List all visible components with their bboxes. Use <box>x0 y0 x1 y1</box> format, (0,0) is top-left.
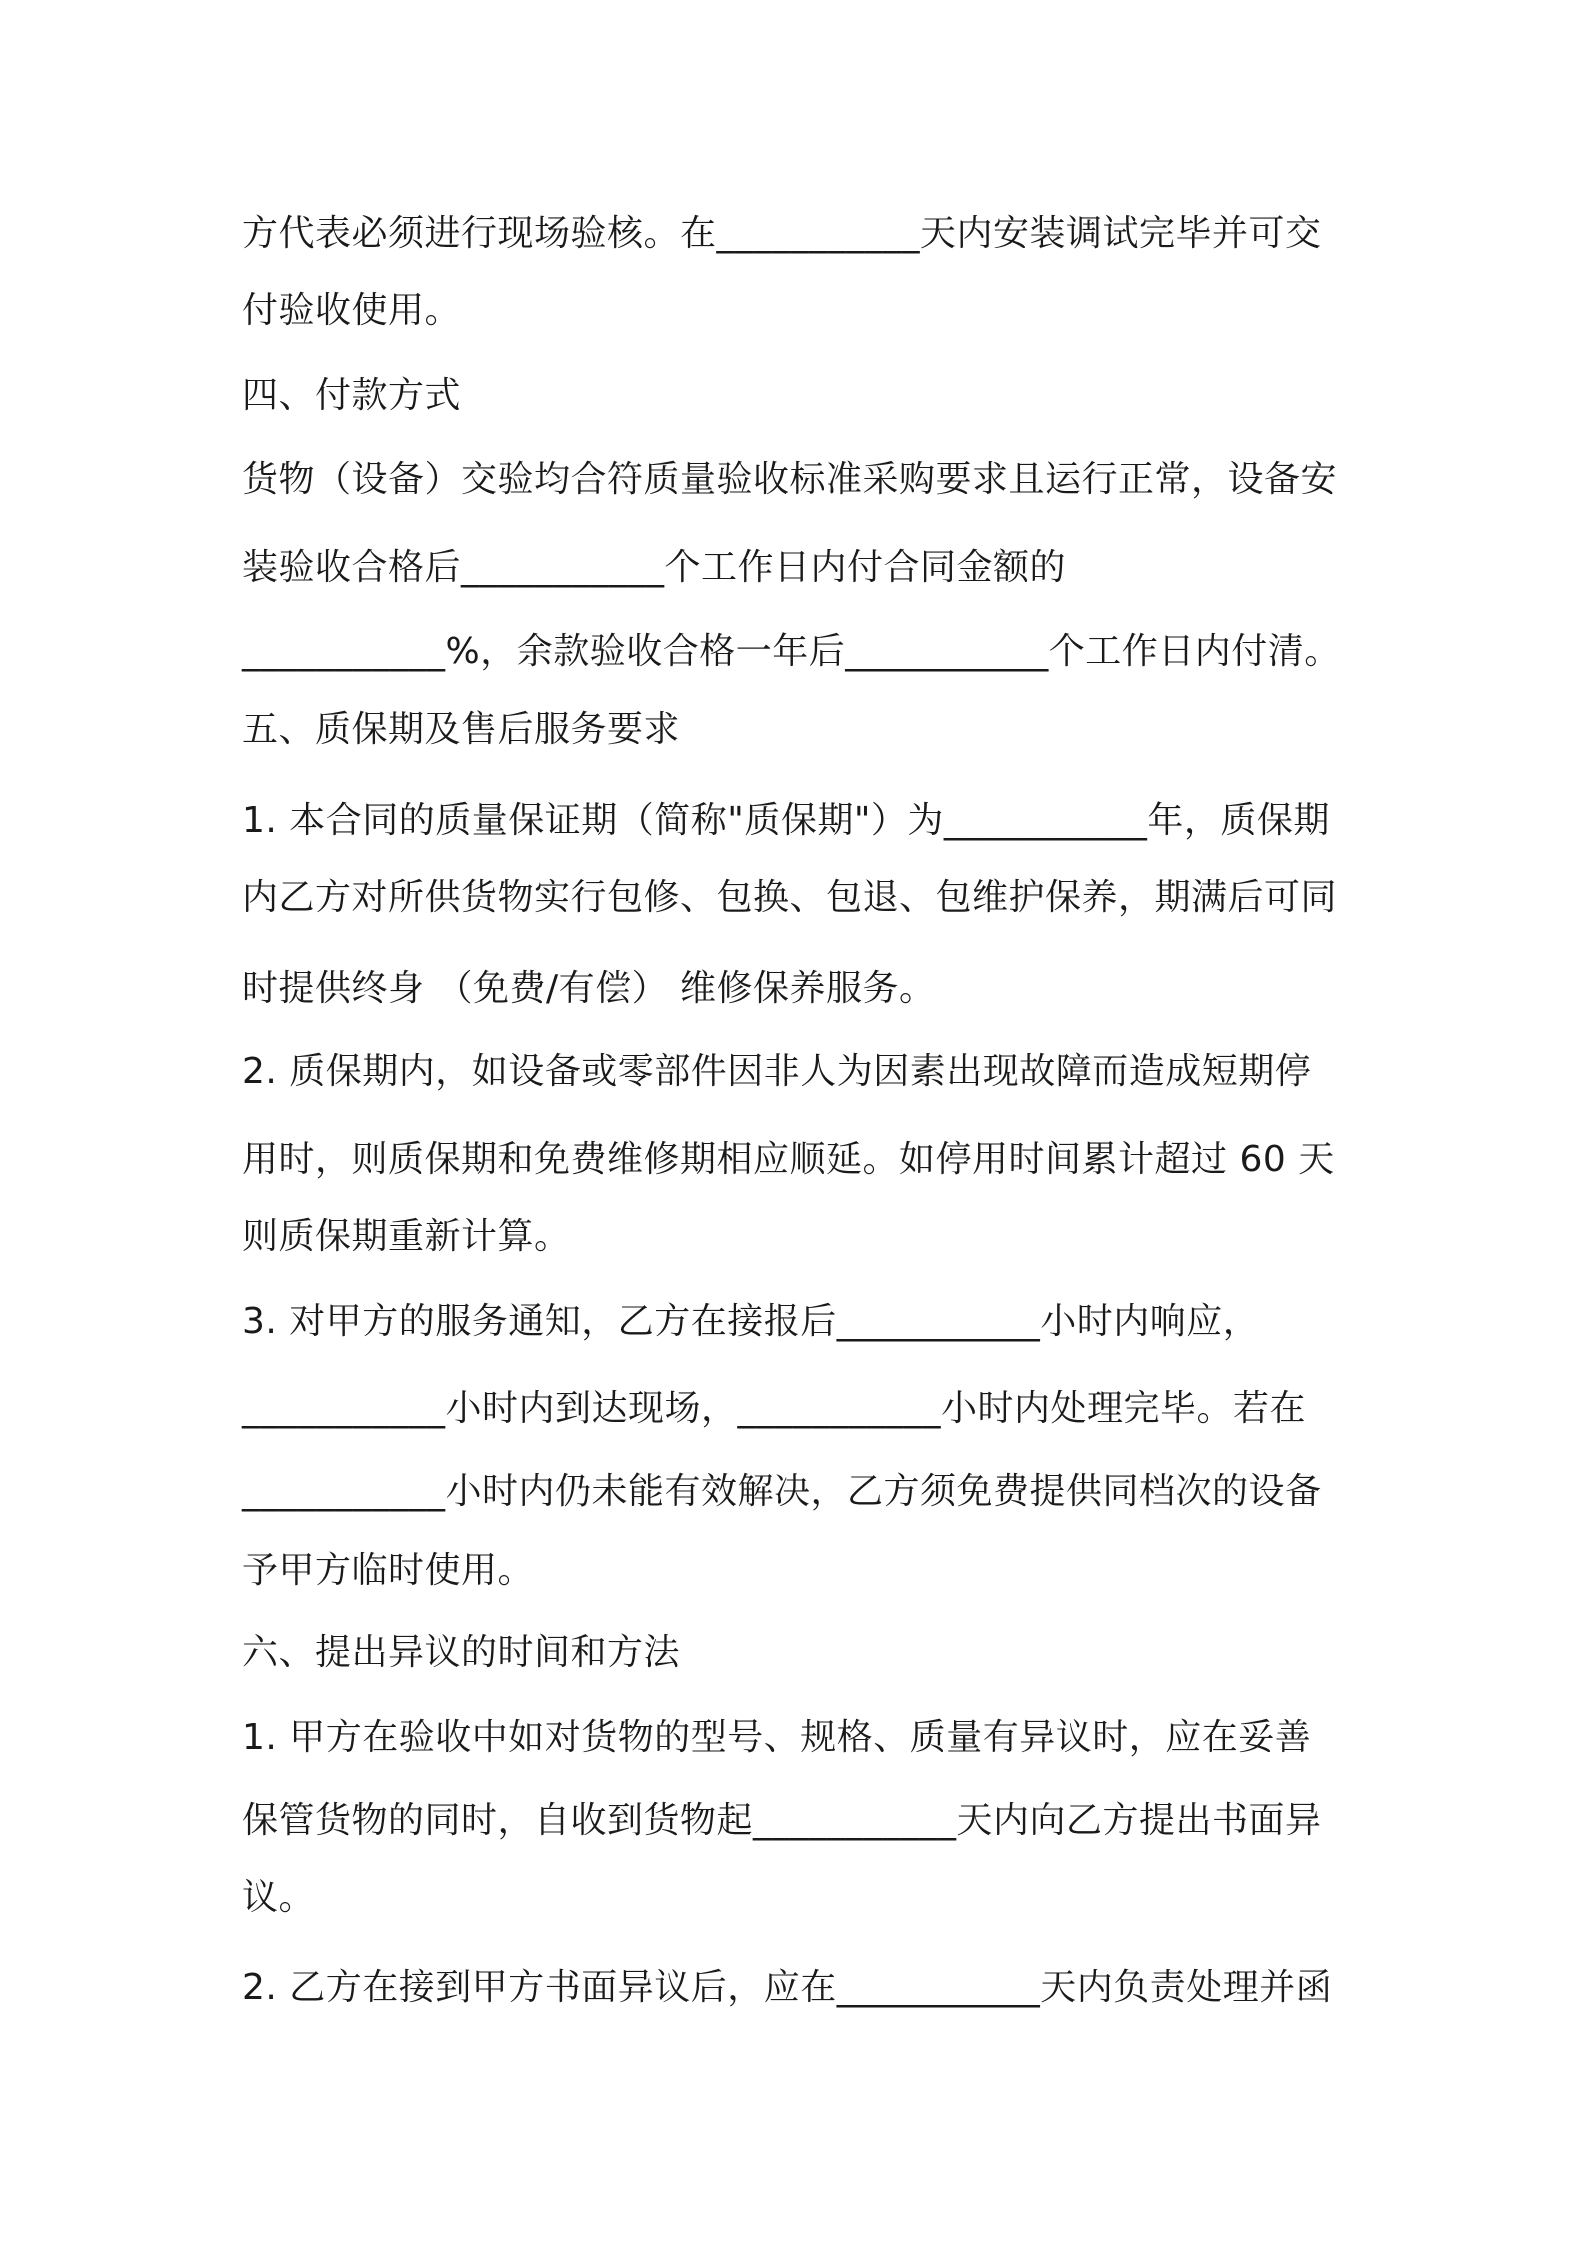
text-line: ___________小时内到达现场，___________小时内处理完毕。若在 <box>242 1388 1307 1429</box>
text-line: 用时，则质保期和免费维修期相应顺延。如停用时间累计超过 60 天 <box>242 1139 1335 1180</box>
text-line: 2. 质保期内，如设备或零部件因非人为因素出现故障而造成短期停 <box>242 1051 1312 1092</box>
text-line: 3. 对甲方的服务通知，乙方在接报后___________小时内响应， <box>242 1301 1260 1342</box>
text-line: ___________小时内仍未能有效解决，乙方须免费提供同档次的设备 <box>242 1471 1322 1512</box>
text-line: 方代表必须进行现场验核。在___________天内安装调试完毕并可交 <box>242 213 1322 254</box>
section-heading: 六、提出异议的时间和方法 <box>242 1632 681 1673</box>
text-line: 则质保期重新计算。 <box>242 1216 571 1257</box>
text-line: 1. 本合同的质量保证期（简称"质保期"）为___________年，质保期 <box>242 800 1330 841</box>
text-line: 2. 乙方在接到甲方书面异议后，应在___________天内负责处理并函 <box>242 1967 1333 2008</box>
text-line: 予甲方临时使用。 <box>242 1550 535 1591</box>
text-line: 议。 <box>242 1877 316 1918</box>
text-line: 保管货物的同时，自收到货物起___________天内向乙方提出书面异 <box>242 1800 1322 1841</box>
text-line: 装验收合格后___________个工作日内付合同金额的 <box>242 547 1067 588</box>
text-line: 付验收使用。 <box>242 290 462 331</box>
section-heading: 四、付款方式 <box>242 375 462 416</box>
section-heading: 五、质保期及售后服务要求 <box>242 709 681 750</box>
text-line: 1. 甲方在验收中如对货物的型号、规格、质量有异议时，应在妥善 <box>242 1717 1312 1758</box>
text-line: 内乙方对所供货物实行包修、包换、包退、包维护保养，期满后可同 <box>242 877 1338 918</box>
text-line: 时提供终身 （免费/有偿） 维修保养服务。 <box>242 968 936 1009</box>
text-line: 货物（设备）交验均合符质量验收标准采购要求且运行正常，设备安 <box>242 459 1338 500</box>
text-line: ___________%，余款验收合格一年后___________个工作日内付清。 <box>242 631 1341 672</box>
